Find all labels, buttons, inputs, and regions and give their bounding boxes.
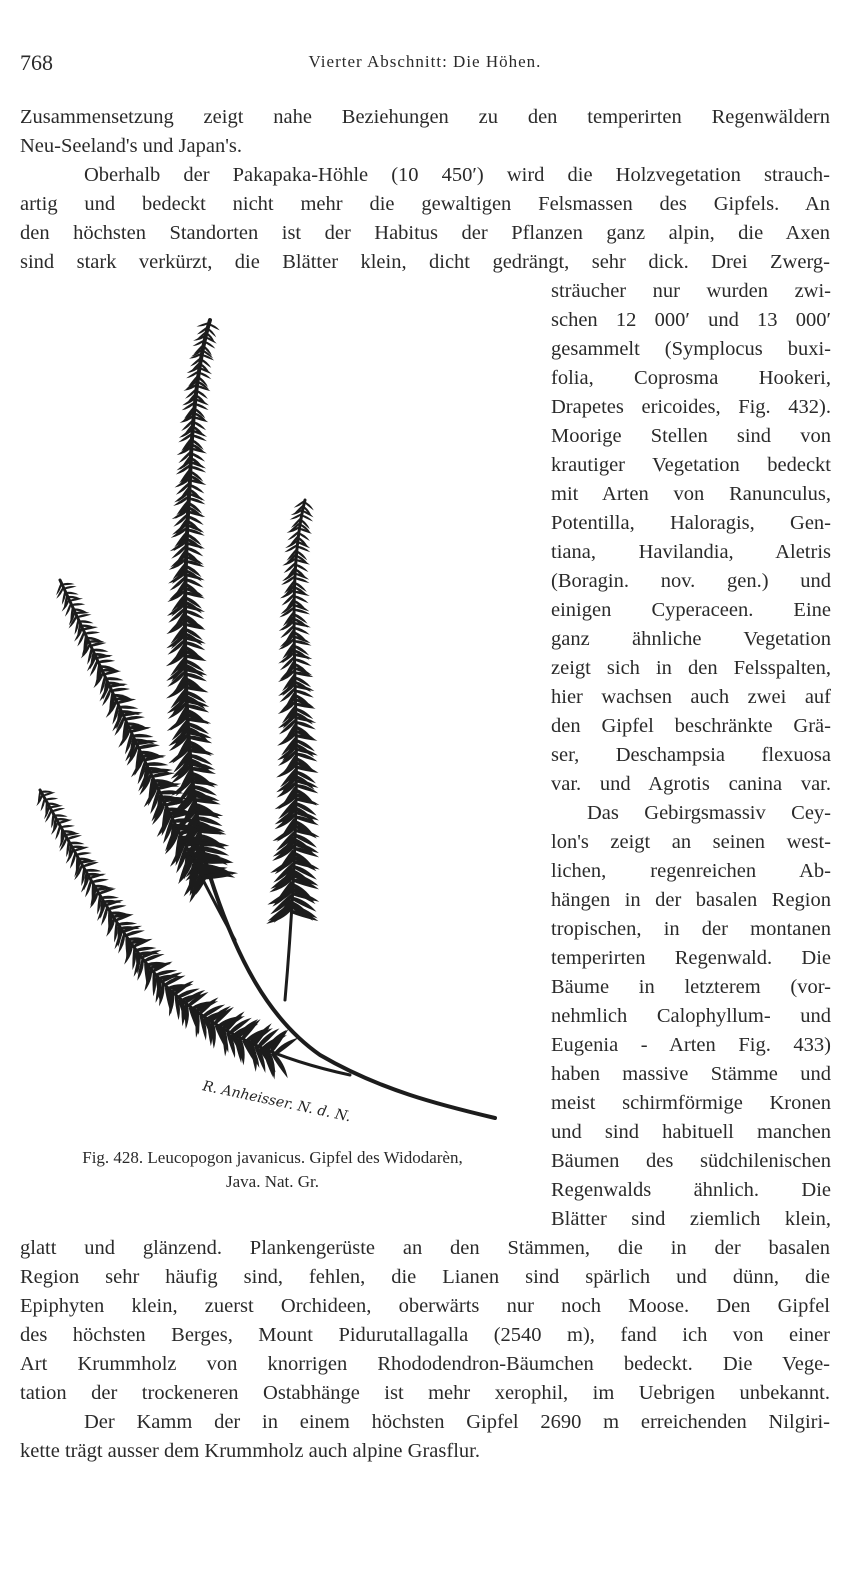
leaf-mark [77, 614, 92, 618]
column-line: ganz ähnliche Vegetation [551, 628, 831, 650]
column-line: lon's zeigt an seinen west- [551, 831, 831, 853]
running-head: Vierter Abschnitt: Die Höhen. [308, 52, 542, 71]
figure-caption-line2: Java. Nat. Gr. [225, 1172, 319, 1191]
page-number: 768 [20, 50, 53, 75]
column-line: hier wachsen auch zwei auf [551, 686, 831, 708]
column-line: zeigt sich in den Felsspalten, [551, 657, 831, 679]
column-line: Regenwalds ähnlich. Die [551, 1179, 831, 1201]
column-line: Das Gebirgsmassiv Cey- [587, 802, 831, 824]
leaf-mark [304, 500, 314, 512]
text-line: kette trägt ausser dem Krummholz auch alpine Grasflur. [20, 1440, 480, 1462]
text-line: den höchsten Standorten ist der Habitus der Pflanzen ganz alpin, die Axen [20, 222, 830, 244]
column-line: Potentilla, Haloragis, Gen- [551, 512, 831, 534]
column-line: Bäume in letzterem (vor- [551, 976, 831, 998]
column-line: sträucher nur wurden zwi- [551, 280, 831, 302]
leaf-mark [92, 879, 109, 884]
column-line: haben massive Stämme und [551, 1063, 831, 1085]
text-line: Zusammensetzung zeigt nahe Beziehungen zu den temperirten Regenwäldern [20, 106, 830, 128]
text-line: Epiphyten klein, zuerst Orchideen, oberwärts nur noch Moose. Den Gipfel [20, 1295, 830, 1317]
leaf-mark [52, 808, 66, 813]
column-line: einigen Cyperaceen. Eine [551, 599, 831, 621]
text-line: tation der trockeneren Ostabhänge ist mehr xerophil, im Uebrigen unbekannt. [20, 1382, 830, 1404]
page-header [20, 50, 830, 80]
text-line: Der Kamm der in einem höchsten Gipfel 2690 m erreichenden Nilgiri- [84, 1411, 830, 1433]
column-line: Moorige Stellen sind von [551, 425, 831, 447]
column-line: (Boragin. nov. gen.) und [551, 570, 831, 592]
figure-leucopogon [20, 300, 525, 1140]
column-line: schen 12 000′ und 13 000′ [551, 309, 831, 331]
text-line: artig und bedeckt nicht mehr die gewaltigen Felsmassen des Gipfels. An [20, 193, 830, 215]
text-line: Region sehr häufig sind, fehlen, die Lianen sind spärlich und dünn, die [20, 1266, 830, 1288]
leaf-mark [90, 642, 106, 647]
column-line: Blätter sind ziemlich klein, [551, 1208, 831, 1230]
column-line: gesammelt (Symplocus buxi- [551, 338, 831, 360]
column-line: Eugenia - Arten Fig. 433) [551, 1034, 831, 1056]
column-line: mit Arten von Ranunculus, [551, 483, 831, 505]
leaf-mark [64, 586, 77, 590]
column-line: ser, Deschampsia flexuosa [551, 744, 831, 766]
column-line: tropischen, in der montanen [551, 918, 831, 940]
leaf-mark [138, 744, 160, 750]
column-line: Bäumen des südchilenischen [551, 1150, 831, 1172]
leaf-mark [108, 905, 127, 910]
leaf-mark [125, 715, 145, 721]
column-line: folia, Coprosma Hookeri, [551, 367, 831, 389]
column-line: krautiger Vegetation bedeckt [551, 454, 831, 476]
text-line: glatt und glänzend. Plankengerüste an den Stämmen, die in der basalen [20, 1237, 830, 1259]
column-line: lichen, regenreichen Ab- [551, 860, 831, 882]
figure-caption: Fig. 428. Leucopogon javanicus. Gipfel des Widodarèn, [82, 1148, 463, 1167]
text-line: des höchsten Berges, Mount Pidurutallagalla (2540 m), fand ich von einer [20, 1324, 830, 1346]
column-line: temperirten Regenwald. Die [551, 947, 831, 969]
text-line: Neu-Seeland's und Japan's. [20, 135, 243, 157]
plant-illustration [20, 300, 525, 1140]
text-line: Oberhalb der Pakapaka-Höhle (10 450′) wird die Holzvegetation strauch- [84, 164, 830, 186]
column-line: tiana, Havilandia, Aletris [551, 541, 831, 563]
column-line: Drapetes ericoides, Fig. 432). [551, 396, 831, 418]
column-line: hängen in der basalen Region [551, 889, 831, 911]
text-line: sind stark verkürzt, die Blätter klein, dicht gedrängt, sehr dick. Drei Zwerg- [20, 251, 830, 273]
column-line: meist schirmförmige Kronen [551, 1092, 831, 1114]
column-line: den Gipfel beschränkte Grä- [551, 715, 831, 737]
column-line: und sind habituell manchen [551, 1121, 831, 1143]
illustrator-signature: R. Anheisser. N. d. N. [201, 1078, 353, 1126]
column-line: nehmlich Calophyllum- und [551, 1005, 831, 1027]
column-line: var. und Agrotis canina var. [551, 773, 831, 795]
text-line: Art Krummholz von knorrigen Rhododendron-Bäumchen bedeckt. Die Vege- [20, 1353, 830, 1375]
